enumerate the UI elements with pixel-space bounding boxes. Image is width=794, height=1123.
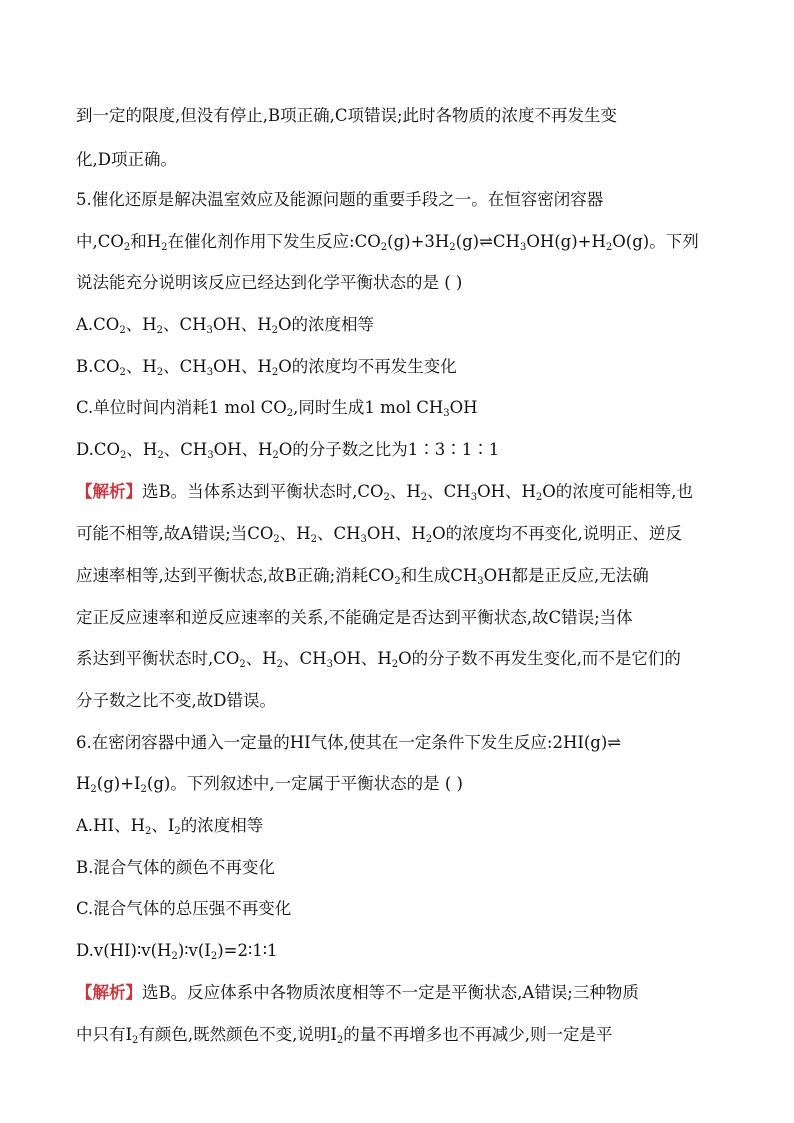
analysis-line: 系达到平衡状态时$,CO_2$、$H_2$、$CH_3OH$、$H_2O$的分子数不再发生变化,而不是它们的 xyxy=(76,649,681,670)
analysis-tag: 【解析】 xyxy=(76,482,142,501)
analysis-line: 可能不相等,故A错误;当$CO_2$、$H_2$、$CH_3OH$、$H_2O$的浓度均不再变化,说明正、逆反 xyxy=(76,524,682,545)
text-line: 化,D项正确。 xyxy=(76,150,177,169)
text-line: 到一定的限度,但没有停止,B项正确,C项错误;此时各物质的浓度不再发生变 xyxy=(76,106,618,125)
analysis-line: 定正反应速率和逆反应速率的关系,不能确定是否达到平衡状态,故C错误;当体 xyxy=(76,608,633,627)
question-5-stem: 说法能充分说明该反应已经达到化学平衡状态的是 ( ) xyxy=(76,273,463,292)
option-d: $D.v(HI)∶v(H_2)∶v(I_2)=2∶1∶1$ xyxy=(76,941,278,962)
question-5-stem: 中$,CO_2$和$H_2$在催化剂作用下发生反应$:CO_2(g)+3H_2(g)\rightleftharpoons CH_3OH(g)+H_2O(g)$。下列 xyxy=(76,232,699,253)
analysis-line: 【解析】选B。反应体系中各物质浓度相等不一定是平衡状态,A错误;三种物质 xyxy=(76,983,639,1002)
question-6-stem: $H_2(g)+I_2(g)$。下列叙述中,一定属于平衡状态的是 ( ) xyxy=(76,774,463,795)
option-b: B.混合气体的颜色不再变化 xyxy=(76,858,275,877)
option-a: $A.CO_2$、$H_2$、$CH_3OH$、$H_2O$的浓度相等 xyxy=(76,315,375,336)
option-c: C.混合气体的总压强不再变化 xyxy=(76,899,292,918)
analysis-tag: 【解析】 xyxy=(76,983,142,1002)
analysis-line: 分子数之比不变,故D错误。 xyxy=(76,691,276,710)
option-b: $B.CO_2$、$H_2$、$CH_3OH$、$H_2O$的浓度均不再发生变化 xyxy=(76,357,457,378)
option-d: $D.CO_2$、$H_2$、$CH_3OH$、$H_2O$的分子数之比为1∶3∶1∶1 xyxy=(76,440,500,461)
option-a: A.HI、$H_2$、$I_2$的浓度相等 xyxy=(76,816,264,837)
analysis-line: 中只有$I_2$有颜色,既然颜色不变,说明$I_2$的量不再增多也不再减少,则一定是平 xyxy=(76,1025,613,1046)
analysis-line: 应速率相等,达到平衡状态,故B正确;消耗$CO_2$和生成$CH_3OH$都是正反应,无法确 xyxy=(76,566,649,587)
question-5-stem: 5.催化还原是解决温室效应及能源问题的重要手段之一。在恒容密闭容器 xyxy=(76,190,604,209)
question-6-stem: 6.在密闭容器中通入一定量的HI气体,使其在一定条件下发生反应:2HI(g)⇌ xyxy=(76,733,622,752)
analysis-line: 【解析】选B。当体系达到平衡状态时$,CO_2$、$H_2$、$CH_3OH$、$H_2O$的浓度可能相等,也 xyxy=(76,482,694,503)
option-c: C.单位时间内消耗1 mol $CO_2$,同时生成1 mol $CH_3OH$ xyxy=(76,398,478,419)
